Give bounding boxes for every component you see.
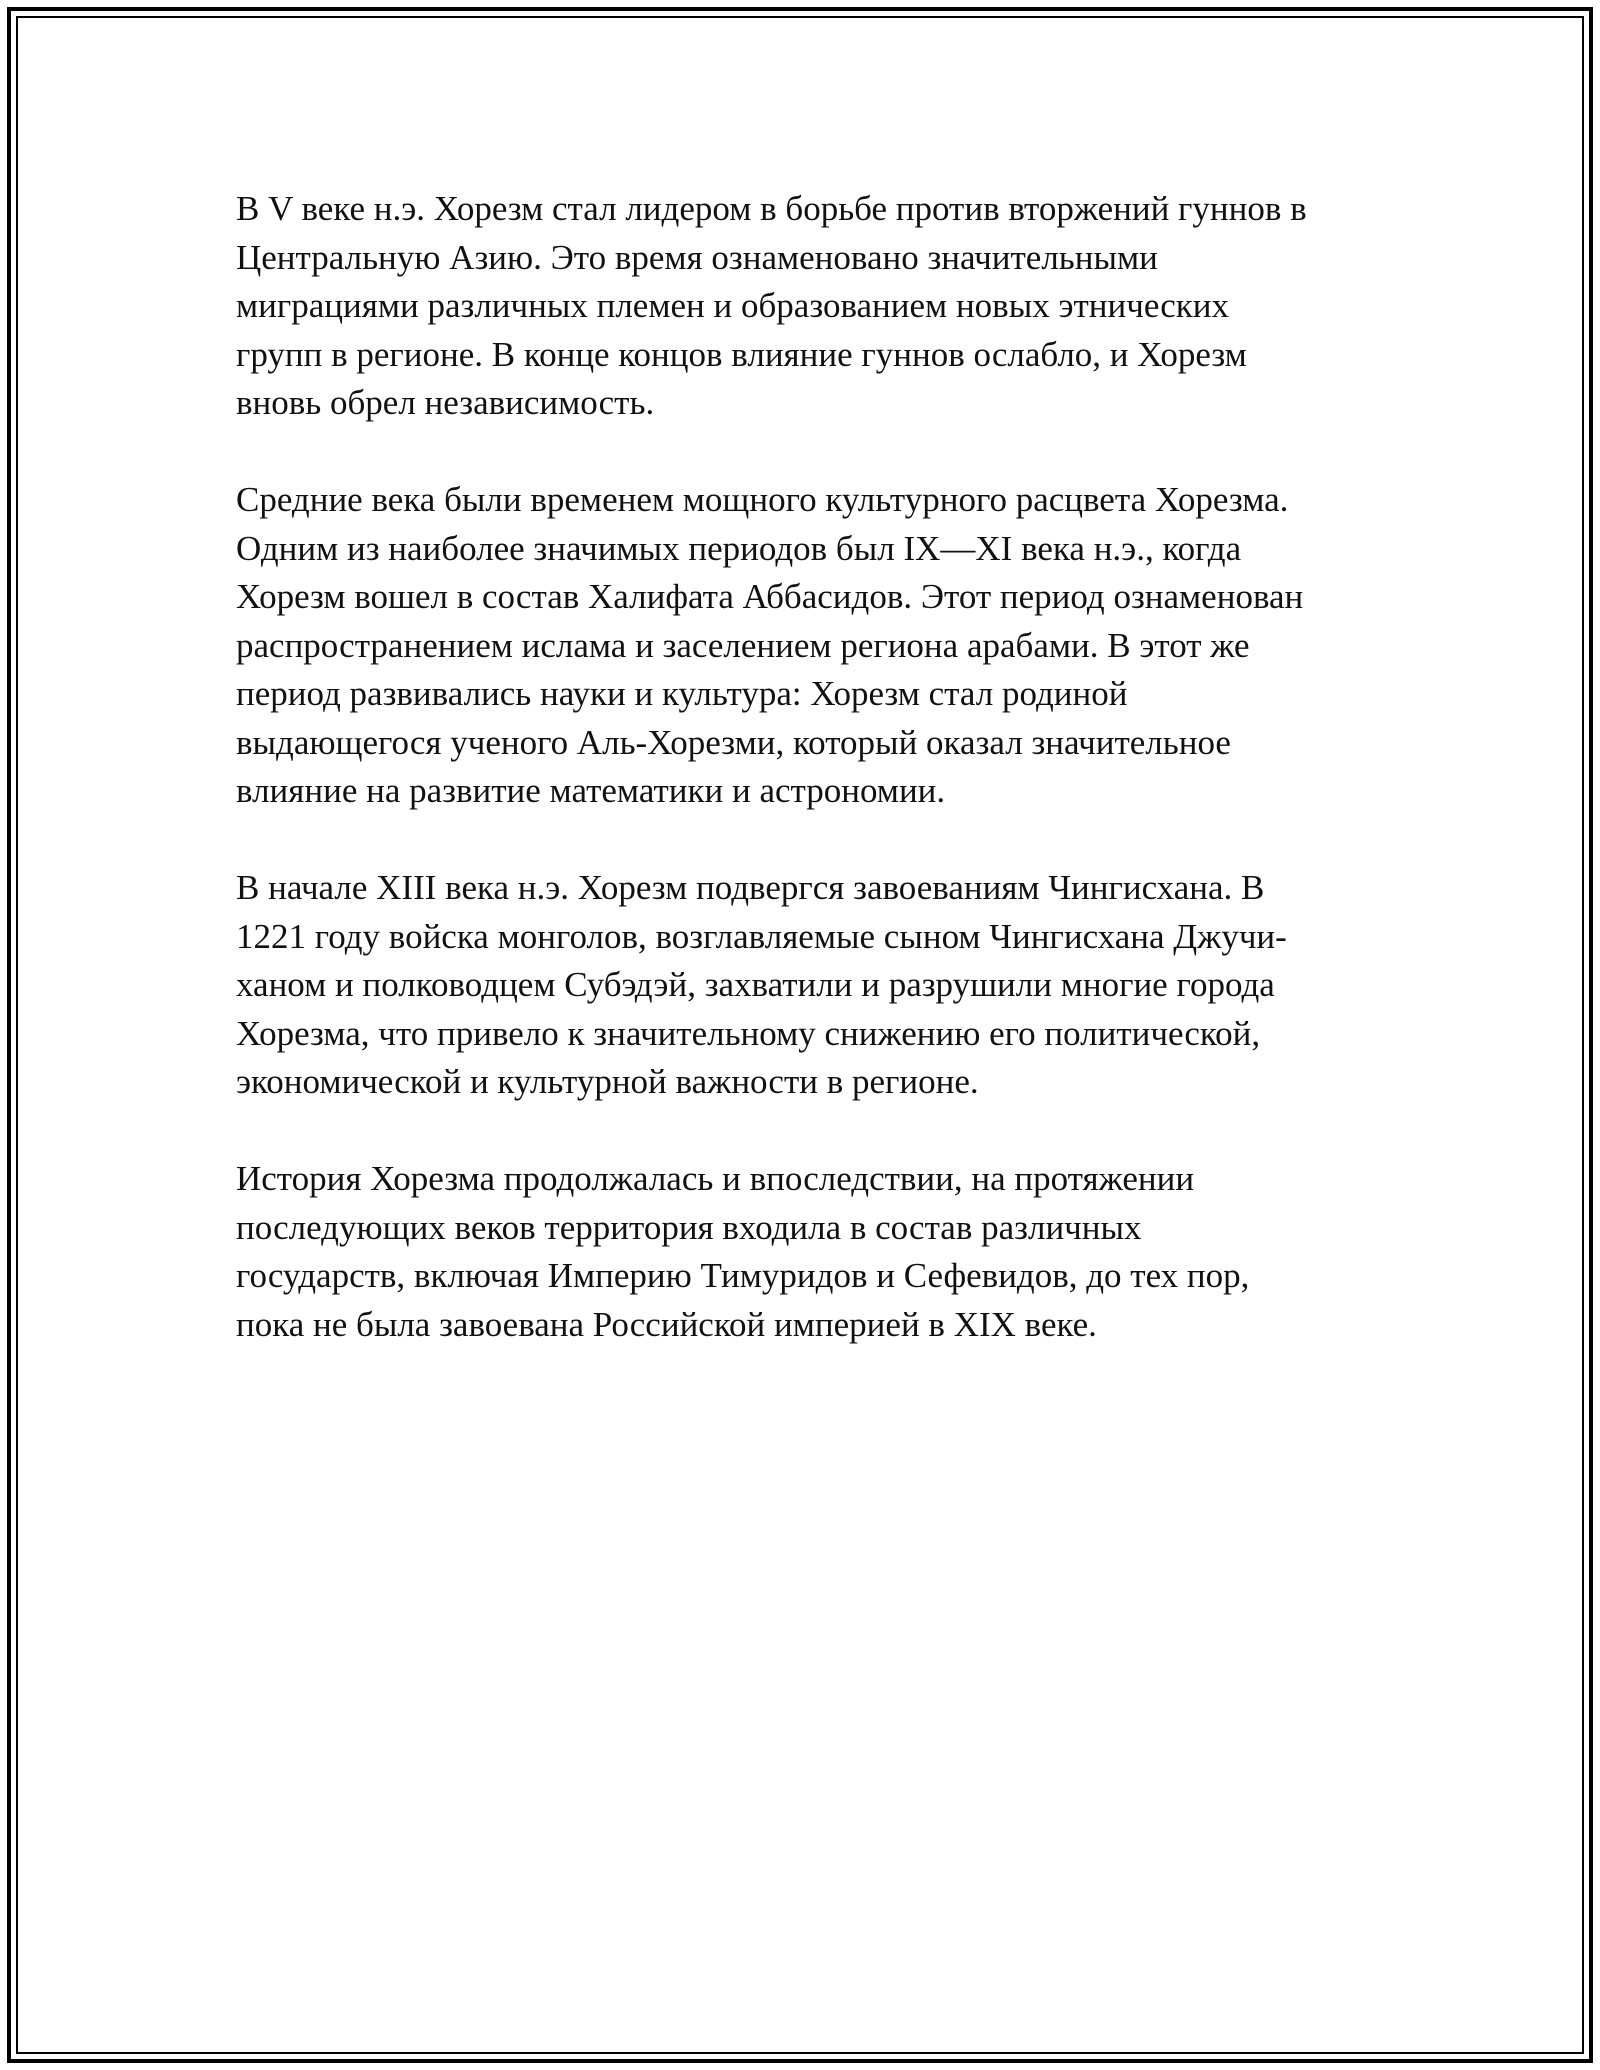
- text-line: распространением ислама и заселением региона арабами. В этот же: [236, 625, 1250, 665]
- paragraph-later-history: [236, 1155, 1386, 1349]
- text-line: групп в регионе. В конце концов влияние гуннов ослабло, и Хорезм: [236, 334, 1247, 374]
- text-line: Хорезм вошел в состав Халифата Аббасидов. Этот период ознаменован: [236, 577, 1304, 616]
- text-line: миграциями различных племен и образованием новых этнических: [236, 286, 1230, 325]
- paragraph-huns: [236, 185, 1386, 428]
- text-line: период развивались науки и культура: Хорезм стал родиной: [236, 674, 1128, 713]
- text-line: В V веке н.э. Хорезм стал лидером в борьбе против вторжений гуннов в: [236, 189, 1307, 228]
- text-line: пока не была завоевана Российской империей в XIX веке.: [236, 1304, 1097, 1344]
- text-line: влияние на развитие математики и астрономии.: [236, 771, 946, 810]
- paragraph-mongol-conquest: [236, 864, 1386, 1107]
- text-line: Хорезма, что привело к значительному снижению его политической,: [236, 1013, 1261, 1053]
- text-line: История Хорезма продолжалась и впоследствии, на протяжении: [236, 1159, 1195, 1198]
- text-line: выдающегося ученого Аль-Хорезми, который оказал значительное: [236, 722, 1231, 762]
- text-line: 1221 году войска монголов, возглавляемые сыном Чингисхана Джучи-: [236, 916, 1287, 956]
- text-line: вновь обрел независимость.: [236, 383, 655, 422]
- text-line: Центральную Азию. Это время ознаменовано значительными: [236, 237, 1158, 277]
- text-line: последующих веков территория входила в состав различных: [236, 1207, 1142, 1247]
- text-line: В начале XIII века н.э. Хорезм подвергся завоеваниям Чингисхана. В: [236, 868, 1265, 907]
- document-body: [236, 185, 1386, 1398]
- text-line: Одним из наиболее значимых периодов был IX—XI века н.э., когда: [236, 528, 1242, 568]
- text-line: государств, включая Империю Тимуридов и Сефевидов, до тех пор,: [236, 1256, 1250, 1295]
- text-line: ханом и полководцем Субэдэй, захватили и разрушили многие города: [236, 965, 1275, 1004]
- text-line: экономической и культурной важности в регионе.: [236, 1062, 979, 1101]
- text-line: Средние века были временем мощного культурного расцвета Хорезма.: [236, 480, 1289, 519]
- paragraph-middle-ages: [236, 476, 1386, 816]
